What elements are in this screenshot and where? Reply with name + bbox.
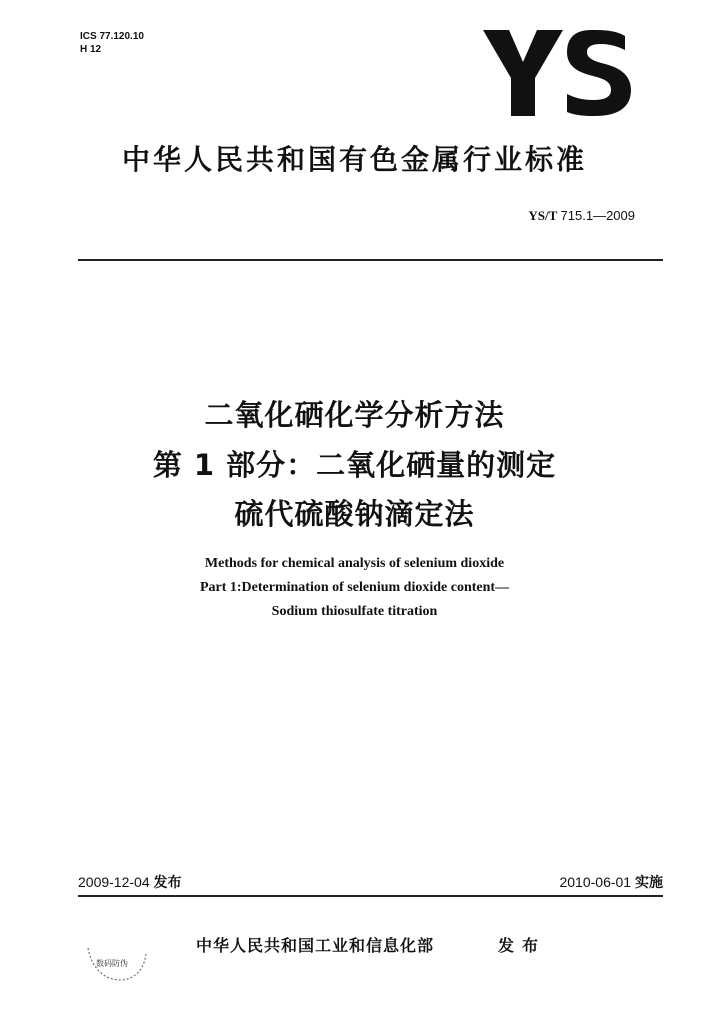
standard-number <box>528 208 635 224</box>
issue-label: 发布 <box>153 875 182 891</box>
implement-date: 2010-06-01 <box>559 874 632 890</box>
issue-date-block <box>78 872 182 892</box>
implement-date-block <box>559 872 663 892</box>
implement-label: 实施 <box>635 875 663 891</box>
title-en-line3: Sodium thiosulfate titration <box>271 604 438 619</box>
classification-codes <box>80 30 144 56</box>
title-zh-line3: 硫代硫酸钠滴定法 <box>234 497 475 531</box>
title-en-line1: Methods for chemical analysis of selenium dioxide <box>204 556 505 571</box>
title-zh-line1: 二氧化硒化学分析方法 <box>204 398 505 432</box>
title-en-line2: Part 1:Determination of selenium dioxide content— <box>199 580 510 595</box>
title-zh-line2: 第 1 部分：二氧化硒量的测定 <box>152 448 557 482</box>
anti-counterfeit-stamp <box>84 940 150 984</box>
standard-prefix: YS/T <box>528 208 558 223</box>
publisher-action: 发布 <box>498 936 547 955</box>
organization-title: 中华人民共和国有色金属行业标准 <box>121 143 587 176</box>
top-divider <box>78 259 663 261</box>
issue-date: 2009-12-04 <box>78 874 150 890</box>
standard-code: 715.1—2009 <box>560 208 635 223</box>
bottom-divider <box>78 895 663 897</box>
h-code: H 12 <box>80 44 102 55</box>
ics-code: ICS 77.120.10 <box>80 31 144 42</box>
stamp-text: 数码防伪 <box>96 959 128 968</box>
ys-logo <box>483 30 633 116</box>
publisher-name: 中华人民共和国工业和信息化部 <box>196 936 435 955</box>
